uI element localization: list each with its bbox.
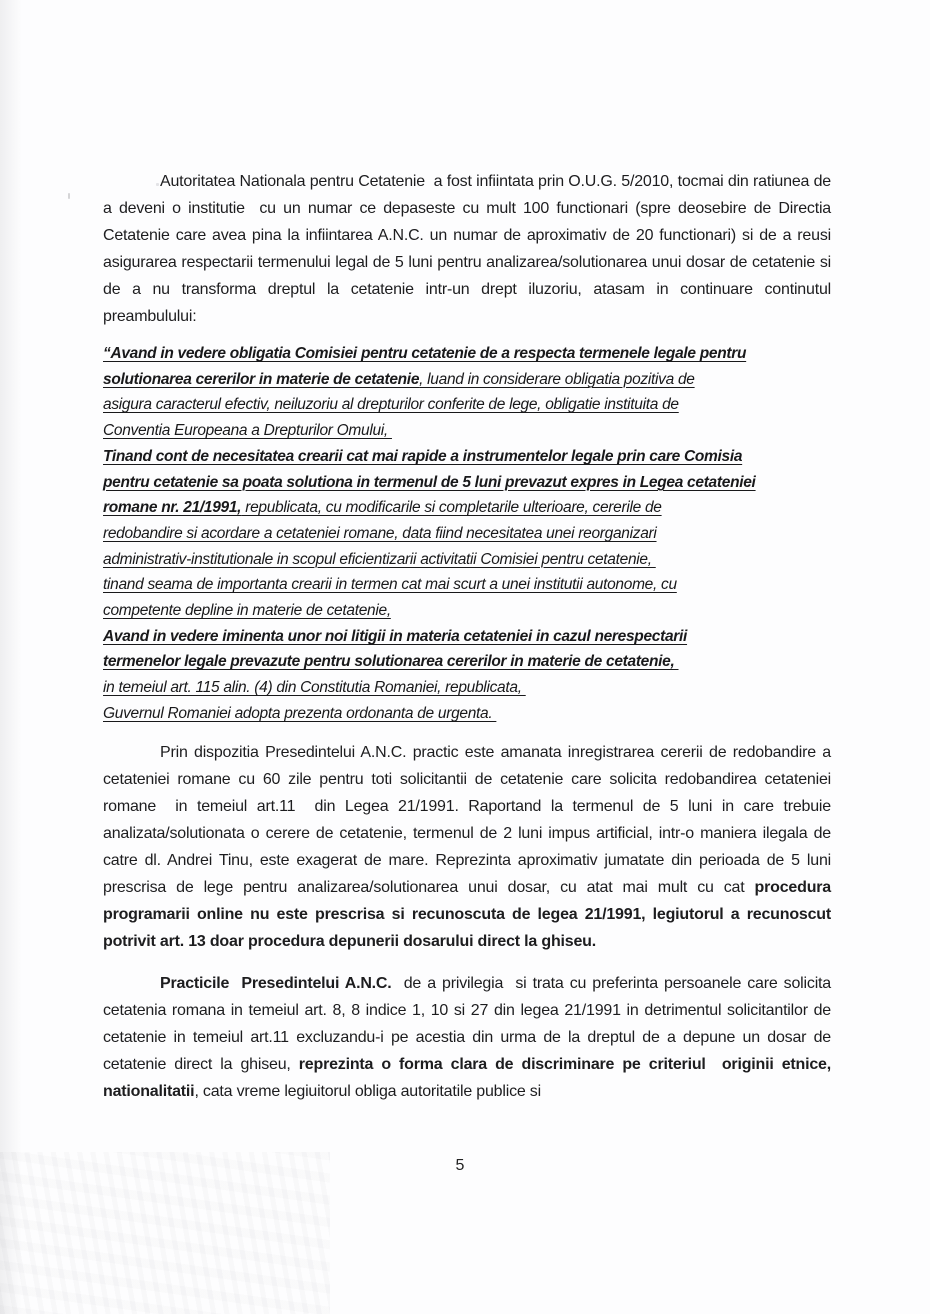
quote-regular-segment: republicata, cu modificarile si completarile ulterioare, cererile de: [241, 499, 662, 517]
text-block: [103, 168, 836, 1105]
text-segment-bold: procedura programarii online nu este prescrisa si recunoscuta de legea 21/1991, legiutorul a recunoscut potrivit art. 13 doar procedura depunerii dosarului direct la ghiseu.: [103, 878, 836, 950]
quote-line: [103, 367, 831, 393]
quote-regular-segment: , luand in considerare obligatia pozitiva de: [419, 370, 695, 388]
quote-regular-segment: Guvernul Romaniei adopta prezenta ordonanta de urgenta.: [103, 704, 497, 722]
quote-regular-segment: Conventia Europeana a Drepturilor Omului,: [103, 422, 392, 440]
quote-line: [103, 547, 831, 573]
quote-bold-segment: termenelor legale prevazute pentru solutionarea cererilor in materie de cetatenie,: [103, 653, 679, 671]
paragraph-dispozitia: [103, 739, 836, 955]
quote-line: [103, 341, 831, 367]
quote-line: [103, 649, 831, 675]
quote-line: [103, 675, 831, 701]
quote-line: [103, 701, 831, 727]
quote-line: [103, 495, 831, 521]
quote-regular-segment: in temeiul art. 115 alin. (4) din Constitutia Romaniei, republicata,: [103, 679, 526, 697]
text-segment: , cata vreme legiuitorul obliga autoritatile publice si: [194, 1082, 541, 1100]
quote-bold-segment: romane nr. 21/1991,: [103, 499, 242, 517]
quote-regular-segment: tinand seama de importanta crearii in termen cat mai scurt a unei institutii autonome, cu: [103, 576, 677, 594]
quote-regular-segment: administrativ-institutionale in scopul eficientizarii activitatii Comisiei pentru cetatenie,: [103, 550, 656, 568]
text-segment: Prin dispozitia Presedintelui A.N.C. practic este amanata inregistrarea cererii de redobandire a cetateniei romane cu 60 zile pentru toti solicitantii de cetatenie care solicita redobandirea cetateniei romane in temeiul art.11 din Legea 21/1991. Raportand la termenul de 5 luni in care trebuie analizata/solutionata o cerere de cetatenie, termenul de 2 luni impus artificial, intr-o maniera ilegala de catre dl. Andrei Tinu, este exagerat de mare. Reprezinta aproximativ jumatate din perioada de 5 luni prescrisa de lege pentru analizarea/solutionarea unui dosar, cu atat mai mult cu cat: [103, 743, 836, 896]
scan-edge-artifact: [0, 0, 22, 1314]
quote-line: [103, 470, 831, 496]
quote-regular-segment: competente depline in materie de cetatenie,: [103, 602, 391, 620]
quote-bold-segment: Tinand cont de necesitatea crearii cat mai rapide a instrumentelor legale prin care Comisia: [103, 447, 743, 465]
text-segment-bold: Practicile Presedintelui A.N.C.: [160, 974, 392, 992]
quote-bold-segment: Avand in vedere iminenta unor noi litigii in materia cetateniei in cazul nerespectarii: [103, 627, 688, 645]
text-segment: de a privilegia si trata cu preferinta persoanele care solicita cetatenia romana in temeiul art. 8, 8 indice 1, 10 si 27 din legea 21/1991 in detrimentul solicitantilor de cetatenie in temeiul art.11 excluzandu-i pe acestia din urma de la dreptul de a depune un dosar de cetatenie direct la ghiseu,: [103, 974, 836, 1073]
preamble-quote: [103, 341, 831, 727]
quote-line: [103, 598, 831, 624]
page-number: 5: [455, 1157, 465, 1174]
quote-regular-segment: asigura caracterul efectiv, neiluzoriu al drepturilor conferite de lege, obligatie instituita de: [103, 396, 679, 414]
quote-bold-segment: “Avand in vedere obligatia Comisiei pentru cetatenie de a respecta termenele legale pentru: [103, 345, 747, 362]
paragraph-practicile: [103, 970, 836, 1105]
quote-regular-segment: redobandire si acordare a cetateniei romane, data fiind necesitatea unei reorganizari: [103, 524, 657, 542]
quote-line: [103, 444, 831, 470]
quote-line: [103, 392, 831, 418]
quote-line: [103, 418, 831, 444]
quote-line: [103, 624, 831, 650]
scan-smudge-artifact: [0, 1152, 330, 1314]
quote-bold-segment: solutionarea cererilor in materie de cetatenie: [103, 370, 420, 388]
quote-line: [103, 521, 831, 547]
text-segment-bold: reprezinta o forma clara de discriminare pe criteriul originii etnice, nationalitatii: [103, 1055, 836, 1100]
scan-speck: [68, 193, 70, 199]
quote-bold-segment: pentru cetatenie sa poata solutiona in termenul de 5 luni prevazut expres in Legea cetateniei: [103, 473, 756, 491]
quote-line: [103, 572, 831, 598]
paragraph-intro: Autoritatea Nationala pentru Cetatenie a fost infiintata prin O.U.G. 5/2010, tocmai din ratiunea de a deveni o institutie cu un numar ce depaseste cu mult 100 functionari (spre deosebire de Directia Cetatenie care avea pina la infiintarea A.N.C. un numar de aproximativ de 20 functionari) si de a reusi asigurarea respectarii termenului legal de 5 luni pentru analizarea/solutionarea unui dosar de cetatenie si de a nu transforma dreptul la cetatenie intr-un drept iluzoriu, atasam in continuare continutul preambulului:: [103, 173, 836, 325]
